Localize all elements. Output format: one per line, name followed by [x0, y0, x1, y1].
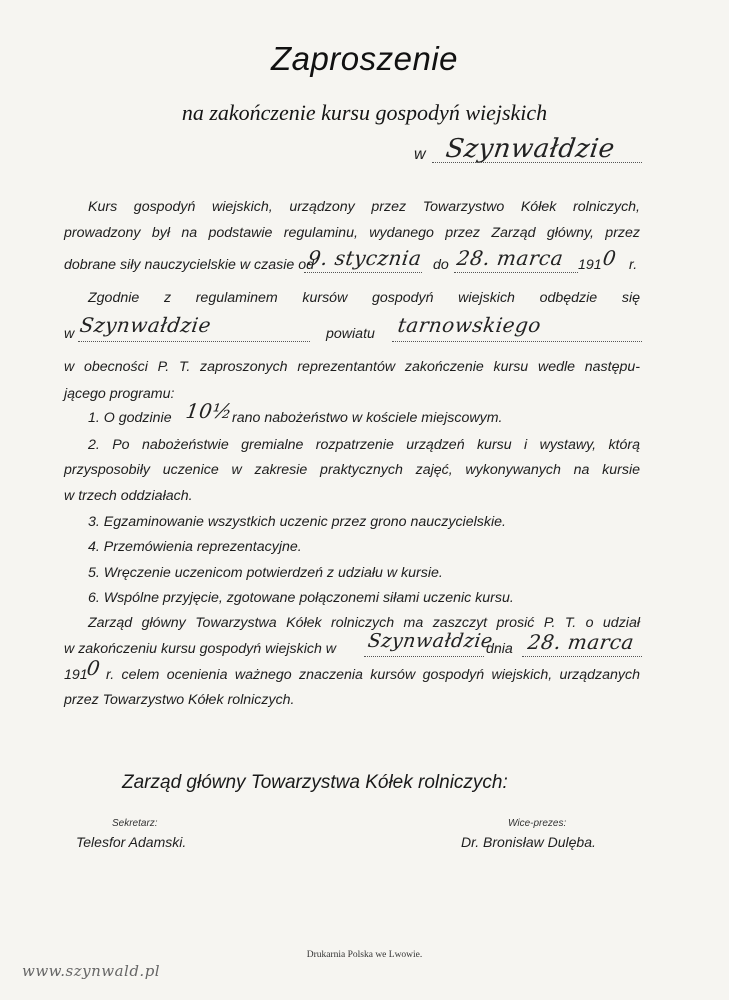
para1-line2: prowadzony był na podstawie regulaminu, wydanego przez Zarząd główny, przez [64, 225, 640, 241]
location-dotline [432, 162, 642, 163]
program-item-5: 5. Wręczenie uczenicom potwierdzeń z udziału w kursie. [88, 565, 443, 581]
right-signatory: Dr. Bronisław Dulęba. [461, 834, 596, 850]
para1-line1: Kurs gospodyń wiejskich, urządzony przez Towarzystwo Kółek rolniczych, [88, 199, 640, 215]
para3-line2-prefix: w zakończeniu kursu gospodyń wiejskich w [64, 641, 337, 657]
handwritten-location: Szynwałdzie [443, 134, 617, 164]
para2-w-prefix: w [64, 326, 75, 342]
handwritten-time: 10½ [184, 399, 235, 423]
left-signatory: Telesfor Adamski. [76, 834, 187, 850]
handwritten-place-2: Szynwałdzie [78, 313, 213, 337]
handwritten-start-date: 9. stycznia [306, 246, 424, 270]
website-watermark: www.szynwald.pl [22, 962, 161, 980]
date3-dotline [522, 656, 642, 657]
document-subtitle: na zakończenie kursu gospodyń wiejskich [181, 100, 548, 125]
handwritten-day: 28. [526, 630, 563, 654]
place2-dotline [78, 341, 310, 342]
handwritten-month: marca [566, 630, 636, 654]
program-item-2-line2: przysposobiły uczenice w zakresie praktycznych zajęć, wykonywanych na kursie [64, 462, 640, 478]
handwritten-powiat: tarnowskiego [396, 313, 543, 337]
powiat-label: powiatu [326, 326, 375, 342]
program-item-2-line1: 2. Po nabożeństwie gremialne rozpatrzenie urządzeń kursu i wystawy, którą [88, 437, 640, 453]
para2-line4: jącego programu: [64, 386, 175, 402]
para2-line1: Zgodnie z regulaminem kursów gospodyń wiejskich odbędzie się [88, 290, 640, 306]
left-role: Sekretarz: [112, 818, 158, 829]
right-role: Wice-prezes: [508, 818, 567, 829]
program-item-1-suffix: rano nabożeństwo w kościele miejscowym. [232, 410, 503, 426]
start-date-dotline [304, 272, 422, 273]
end-date-dotline [454, 272, 578, 273]
handwritten-year-1: 0 [601, 246, 618, 270]
powiat-dotline [392, 341, 642, 342]
para1-year-suffix: r. [629, 257, 638, 273]
para3-line1: Zarząd główny Towarzystwa Kółek rolniczych ma zaszczyt prosić P. T. o udział [88, 615, 640, 631]
handwritten-end-date: 28. marca [455, 246, 565, 270]
para3-line4: przez Towarzystwo Kółek rolniczych. [64, 692, 295, 708]
para1-line3-prefix: dobrane siły nauczycielskie w czasie od [64, 257, 314, 273]
para1-year-prefix: 191 [578, 257, 602, 273]
place3-dotline [364, 656, 484, 657]
para3-line3: r. celem ocenienia ważnego znaczenia kursów gospodyń wiejskich, urządzanych [106, 667, 640, 683]
program-item-3: 3. Egzaminowanie wszystkich uczenic przez grono nauczycielskie. [88, 514, 506, 530]
program-item-2-line3: w trzech oddziałach. [64, 488, 193, 504]
location-prefix: w [414, 146, 426, 163]
document-title: Zaproszenie [270, 40, 459, 77]
board-heading: Zarząd główny Towarzystwa Kółek rolniczych: [122, 772, 508, 793]
para3-year-prefix: 191 [64, 667, 88, 683]
para1-line3-mid: do [433, 257, 449, 273]
program-item-4: 4. Przemówienia reprezentacyjne. [88, 539, 302, 555]
printer-imprint: Drukarnia Polska we Lwowie. [306, 950, 423, 960]
handwritten-year-2: 0 [85, 656, 102, 680]
program-item-1-prefix: 1. O godzinie [88, 410, 172, 426]
para2-line3: w obecności P. T. zaproszonych reprezentantów zakończenie kursu wedle następu- [64, 359, 640, 375]
handwritten-place-3: Szynwałdzie [366, 630, 495, 652]
program-item-6: 6. Wspólne przyjęcie, zgotowane połączonemi siłami uczenic kursu. [88, 590, 514, 606]
para3-line2-mid: dnia [486, 641, 513, 657]
